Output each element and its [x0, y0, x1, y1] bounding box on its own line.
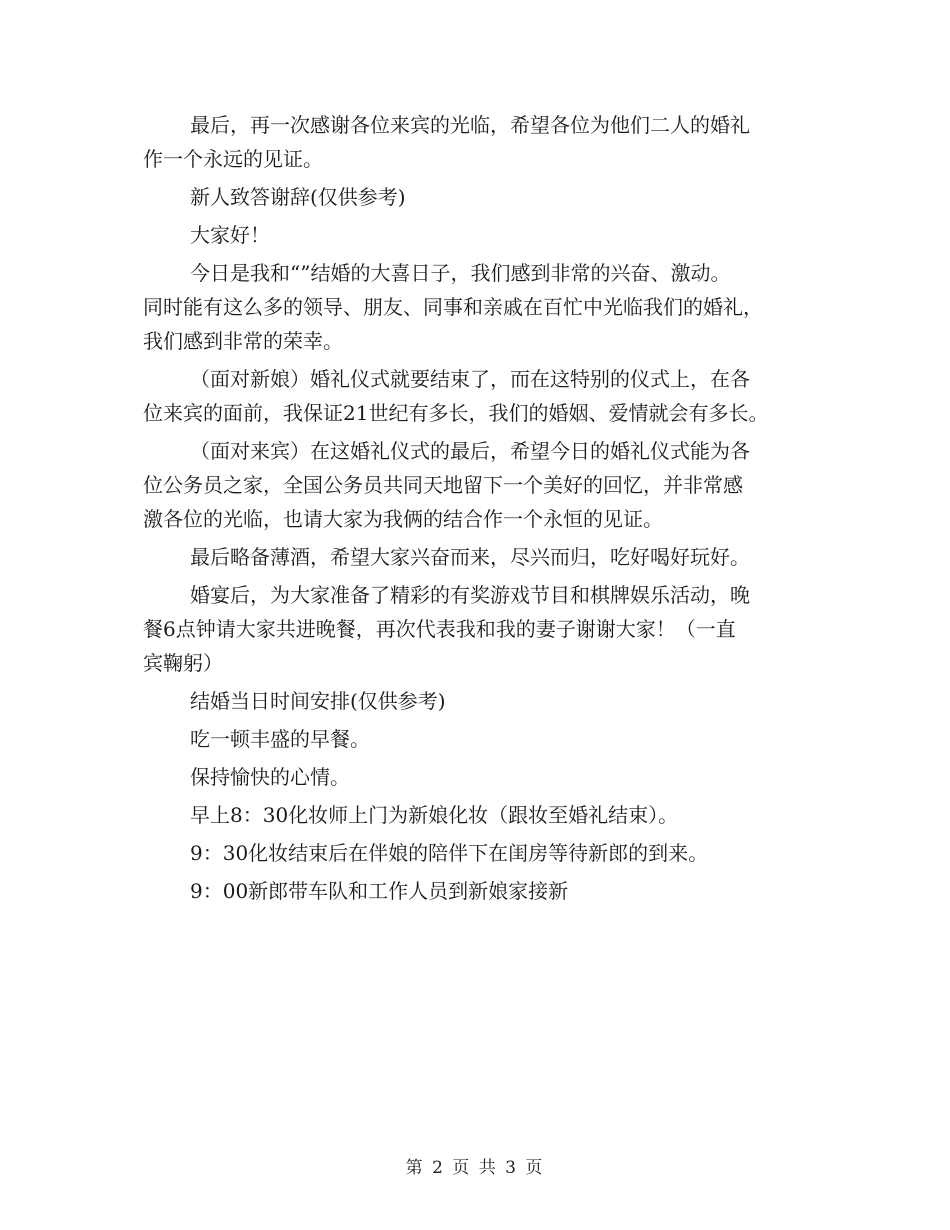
page-number-footer: 第 2 页 共 3 页 [405, 1158, 545, 1178]
paragraph-to-guests [143, 434, 823, 536]
text-line: 今日是我和“”结婚的大喜日子，我们感到非常的兴奋、激动。 [190, 261, 731, 285]
text-line: 保持愉快的心情。 [190, 765, 350, 789]
schedule-item-breakfast [143, 722, 823, 756]
schedule-item-pickup [143, 874, 823, 908]
section-heading-schedule [143, 684, 823, 718]
text-line: 位公务员之家，全国公务员共同天地留下一个美好的回忆，并非常感 [143, 473, 743, 497]
text-line: 位来宾的面前，我保证21世纪有多长，我们的婚姻、爱情就会有多长。 [143, 401, 769, 425]
text-line: 最后略备薄酒，希望大家兴奋而来，尽兴而归，吃好喝好玩好。 [190, 545, 750, 569]
text-line: 餐6点钟请大家共进晚餐，再次代表我和我的妻子谢谢大家！（一直 [143, 617, 736, 641]
text-line: （面对新娘）婚礼仪式就要结束了，而在这特别的仪式上，在各 [190, 367, 750, 391]
text-line: 大家好！ [190, 223, 270, 247]
text-line: 早上8：30化妆师上门为新娘化妆（跟妆至婚礼结束）。 [190, 803, 679, 827]
text-line: 我们感到非常的荣幸。 [143, 329, 343, 353]
text-line: 激各位的光临，也请大家为我俩的结合作一个永恒的见证。 [143, 507, 663, 531]
text-line: 9：00新郎带车队和工作人员到新娘家接新 [190, 879, 569, 903]
paragraph-toast [143, 540, 823, 574]
paragraph-greeting [143, 218, 823, 252]
document-body [143, 108, 823, 912]
text-line: 最后，再一次感谢各位来宾的光临，希望各位为他们二人的婚礼 [190, 113, 750, 137]
text-line: 结婚当日时间安排(仅供参考) [190, 689, 446, 713]
text-line: （面对来宾）在这婚礼仪式的最后，希望今日的婚礼仪式能为各 [190, 439, 750, 463]
schedule-item-waiting [143, 836, 823, 870]
text-line: 9：30化妆结束后在伴娘的陪伴下在闺房等待新郎的到来。 [190, 841, 709, 865]
paragraph-after-banquet [143, 578, 823, 680]
text-line: 同时能有这么多的领导、朋友、同事和亲戚在百忙中光临我们的婚礼， [143, 295, 763, 319]
paragraph-to-bride [143, 362, 823, 430]
text-line: 宾鞠躬） [143, 651, 223, 675]
text-line: 吃一顿丰盛的早餐。 [190, 727, 370, 751]
text-line: 新人致答谢辞(仅供参考) [190, 185, 406, 209]
text-line: 婚宴后，为大家准备了精彩的有奖游戏节目和棋牌娱乐活动，晚 [190, 583, 750, 607]
section-heading-reply-speech [143, 180, 823, 214]
paragraph-wedding-day [143, 256, 823, 358]
text-line: 作一个永远的见证。 [143, 147, 323, 171]
paragraph-closing-thanks [143, 108, 823, 176]
schedule-item-mood [143, 760, 823, 794]
schedule-item-makeup [143, 798, 823, 832]
